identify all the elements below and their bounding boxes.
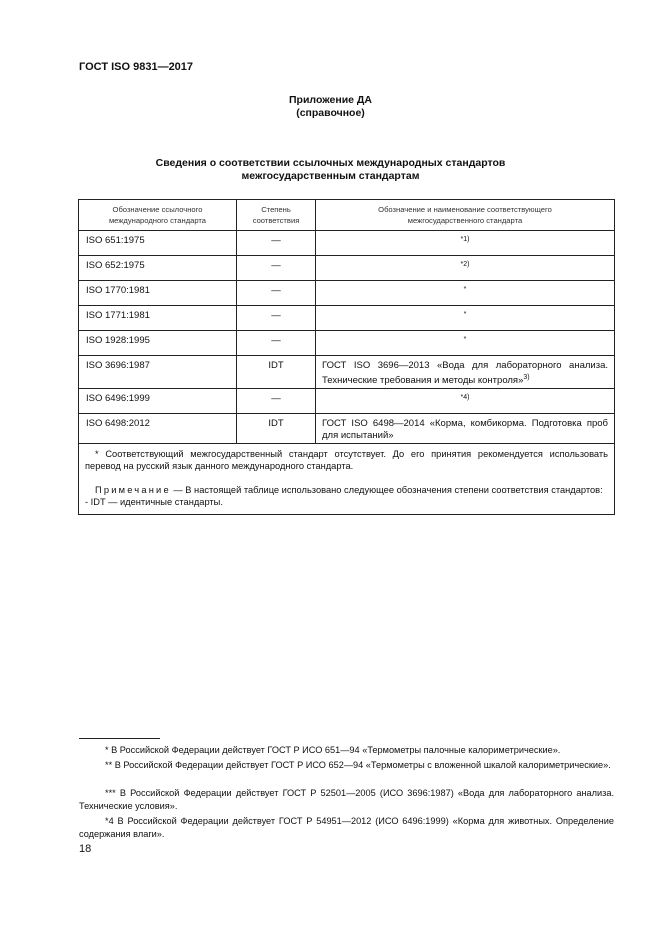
cell-degree: — — [237, 389, 316, 414]
cell-degree: — — [237, 281, 316, 306]
annex-label: Приложение ДА — [289, 94, 372, 106]
cell-ref: ISO 6496:1999 — [79, 389, 237, 414]
page-number: 18 — [79, 843, 92, 855]
cell-degree: — — [237, 231, 316, 256]
cell-ref: ISO 652:1975 — [79, 256, 237, 281]
cell-degree: — — [237, 331, 316, 356]
table-row — [79, 414, 615, 444]
table-row — [79, 331, 615, 356]
cell-name: ГОСТ ISO 6498—2014 «Корма, комбикорма. Подготовка проб для испытаний» — [316, 414, 615, 444]
col-header-name: Обозначение и наименование соответствующего межгосударственного стандарта — [316, 200, 615, 231]
cell-name: *1) — [316, 231, 615, 256]
cell-name: *2) — [316, 256, 615, 281]
table-row — [79, 256, 615, 281]
cell-ref: ISO 1771:1981 — [79, 306, 237, 331]
note-star: * Соответствующий межгосударственный стандарт отсутствует. До его принятия рекомендуется использовать перевод на русский язык данного международного стандарта. — [85, 449, 608, 472]
cell-ref: ISO 3696:1987 — [79, 356, 237, 389]
cell-name: * — [316, 281, 615, 306]
standards-table — [78, 199, 615, 515]
cell-name: * — [316, 331, 615, 356]
note-text: — В настоящей таблице использовано следующее обозначения степени соответствия стандартов: — [170, 485, 603, 496]
footnote-2: ** В Российской Федерации действует ГОСТ Р ИСО 652—94 «Термометры с вложенной шкалой калориметрические». — [105, 760, 611, 770]
cell-degree: — — [237, 306, 316, 331]
table-heading — [0, 157, 661, 183]
cell-ref: ISO 1770:1981 — [79, 281, 237, 306]
heading-line-1: Сведения о соответствии ссылочных международных стандартов — [155, 157, 506, 169]
table-notes-row — [79, 444, 615, 515]
col-header-degree: Степень соответствия — [237, 200, 316, 231]
note-label: Примечание — [95, 485, 171, 496]
footnote-3: *** В Российской Федерации действует ГОСТ Р 52501—2005 (ИСО 3696:1987) «Вода для лабораторного анализа. Технические условия». — [79, 788, 614, 811]
cell-ref: ISO 1928:1995 — [79, 331, 237, 356]
cell-ref: ISO 6498:2012 — [79, 414, 237, 444]
table-notes — [79, 444, 615, 515]
annex-subtitle: (справочное) — [296, 107, 365, 119]
table-row — [79, 231, 615, 256]
cell-name: *4) — [316, 389, 615, 414]
note-remark — [85, 484, 608, 496]
footnote-divider — [79, 738, 160, 739]
table-row — [79, 356, 615, 389]
note-item: - IDT — идентичные стандарты. — [85, 497, 223, 508]
footnote-1: * В Российской Федерации действует ГОСТ Р ИСО 651—94 «Термометры палочные калориметрические». — [105, 745, 561, 755]
cell-degree: IDT — [237, 414, 316, 444]
table-row — [79, 306, 615, 331]
heading-line-2: межгосударственным стандартам — [241, 170, 420, 182]
document-id: ГОСТ ISO 9831—2017 — [79, 61, 194, 73]
cell-ref: ISO 651:1975 — [79, 231, 237, 256]
table-row — [79, 389, 615, 414]
table-header-row — [79, 200, 615, 231]
cell-name: * — [316, 306, 615, 331]
footnote-ref: 3) — [523, 373, 530, 381]
col-header-ref: Обозначение ссылочного международного стандарта — [79, 200, 237, 231]
annex-title — [0, 94, 661, 119]
table-row — [79, 281, 615, 306]
cell-name: ГОСТ ISO 3696—2013 «Вода для лабораторного анализа. Технические требования и методы контроля»$^{3)}$ — [316, 356, 615, 389]
footnote-4: *4 В Российской Федерации действует ГОСТ Р 54951—2012 (ИСО 6496:1999) «Корма для животных. Определение содержания влаги». — [79, 816, 614, 839]
cell-degree: — — [237, 256, 316, 281]
cell-degree: IDT — [237, 356, 316, 389]
